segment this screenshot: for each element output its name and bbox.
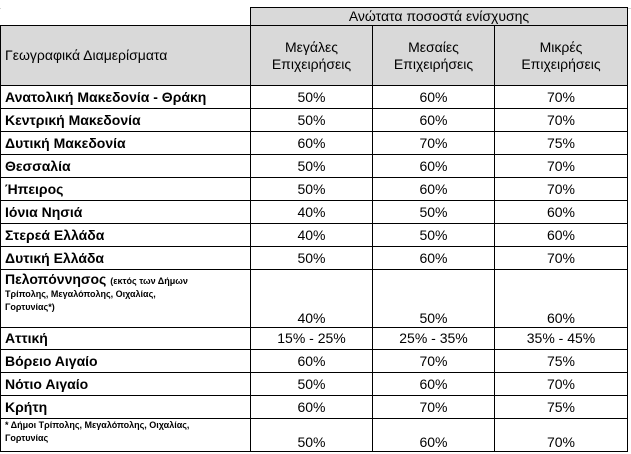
table-row — [1, 247, 628, 270]
small-value-cell: 60% — [495, 201, 628, 224]
table-row — [1, 86, 628, 109]
large-value-cell: 50% — [251, 419, 373, 452]
large-value-cell: 50% — [251, 86, 373, 109]
region-note-a: (εκτός των Δήμων — [110, 276, 188, 286]
table-row — [1, 201, 628, 224]
medium-enterprises-header — [373, 26, 495, 86]
table-row — [1, 350, 628, 373]
region-cell: Ιόνια Νησιά — [1, 201, 251, 224]
region-cell: Κεντρική Μακεδονία — [1, 109, 251, 132]
medium-value-cell: 50% — [373, 224, 495, 247]
medium-value-cell: 25% - 35% — [373, 328, 495, 350]
small-header-line1: Μικρές — [539, 38, 583, 55]
medium-value-cell: 50% — [373, 201, 495, 224]
region-cell: Στερεά Ελλάδα — [1, 224, 251, 247]
medium-value-cell: 50% — [373, 270, 495, 328]
medium-value-cell: 60% — [373, 155, 495, 178]
medium-value-cell: 60% — [373, 109, 495, 132]
aid-rates-table — [0, 7, 628, 452]
small-value-cell: 70% — [495, 155, 628, 178]
large-value-cell: 40% — [251, 201, 373, 224]
large-value-cell: 50% — [251, 247, 373, 270]
large-header-line1: Μεγάλες — [285, 38, 338, 55]
medium-header-line2: Επιχειρήσεις — [393, 55, 474, 72]
column-header-row — [1, 26, 628, 86]
region-cell: Ήπειρος — [1, 178, 251, 201]
region-cell: Κρήτη — [1, 396, 251, 419]
medium-value-cell: 60% — [373, 373, 495, 396]
large-value-cell: 50% — [251, 373, 373, 396]
medium-value-cell: 60% — [373, 178, 495, 201]
large-value-cell: 60% — [251, 350, 373, 373]
group-header-row — [1, 8, 628, 26]
table-row — [1, 373, 628, 396]
medium-header-line1: Μεσαίες — [408, 38, 459, 55]
medium-value-cell: 70% — [373, 350, 495, 373]
small-value-cell: 60% — [495, 270, 628, 328]
small-value-cell: 70% — [495, 373, 628, 396]
medium-value-cell: 60% — [373, 419, 495, 452]
table-row — [1, 109, 628, 132]
region-cell: Δυτική Μακεδονία — [1, 132, 251, 155]
large-value-cell: 50% — [251, 109, 373, 132]
large-value-cell: 40% — [251, 270, 373, 328]
small-value-cell: 75% — [495, 132, 628, 155]
footnote-line1: * Δήμοι Τρίπολης, Μεγαλόπολης, Οιχαλίας, — [5, 420, 190, 430]
small-value-cell: 35% - 45% — [495, 328, 628, 350]
region-note-c: Γορτυνίας*) — [5, 302, 55, 312]
large-value-cell: 15% - 25% — [251, 328, 373, 350]
table-row — [1, 396, 628, 419]
large-enterprises-header — [251, 26, 373, 86]
region-cell: Αττική — [1, 328, 251, 350]
medium-value-cell: 70% — [373, 396, 495, 419]
region-cell: Δυτική Ελλάδα — [1, 247, 251, 270]
region-header-cell: Γεωγραφικά Διαμερίσματα — [1, 26, 251, 86]
table-row — [1, 178, 628, 201]
table-row-footnote — [1, 419, 628, 452]
region-cell: Θεσσαλία — [1, 155, 251, 178]
group-header-cell: Ανώτατα ποσοστά ενίσχυσης — [251, 8, 628, 26]
medium-value-cell: 70% — [373, 132, 495, 155]
large-value-cell: 60% — [251, 132, 373, 155]
large-value-cell: 50% — [251, 178, 373, 201]
table-row-peloponnese — [1, 270, 628, 328]
small-value-cell: 70% — [495, 86, 628, 109]
footnote-line2: Γορτυνίας — [5, 433, 49, 443]
region-cell: Ανατολική Μακεδονία - Θράκη — [1, 86, 251, 109]
region-note-b: Τρίπολης, Μεγαλόπολης, Οιχαλίας, — [5, 289, 156, 299]
table-row — [1, 132, 628, 155]
small-value-cell: 70% — [495, 247, 628, 270]
region-cell: Βόρειο Αιγαίο — [1, 350, 251, 373]
small-value-cell: 60% — [495, 224, 628, 247]
medium-value-cell: 60% — [373, 247, 495, 270]
small-enterprises-header — [495, 26, 628, 86]
header-corner-cell — [1, 8, 251, 26]
small-header-line2: Επιχειρήσεις — [521, 55, 601, 72]
small-value-cell: 70% — [495, 419, 628, 452]
small-value-cell: 75% — [495, 396, 628, 419]
region-cell: Νότιο Αιγαίο — [1, 373, 251, 396]
table-row — [1, 155, 628, 178]
large-value-cell: 50% — [251, 155, 373, 178]
footnote-cell — [1, 419, 251, 452]
region-name: Πελοπόννησος — [5, 271, 107, 287]
small-value-cell: 75% — [495, 350, 628, 373]
medium-value-cell: 60% — [373, 86, 495, 109]
table-row — [1, 328, 628, 350]
region-cell-peloponnese — [1, 270, 251, 328]
table-row — [1, 224, 628, 247]
large-value-cell: 40% — [251, 224, 373, 247]
large-value-cell: 60% — [251, 396, 373, 419]
large-header-line2: Επιχειρήσεις — [271, 55, 352, 72]
small-value-cell: 70% — [495, 109, 628, 132]
small-value-cell: 70% — [495, 178, 628, 201]
